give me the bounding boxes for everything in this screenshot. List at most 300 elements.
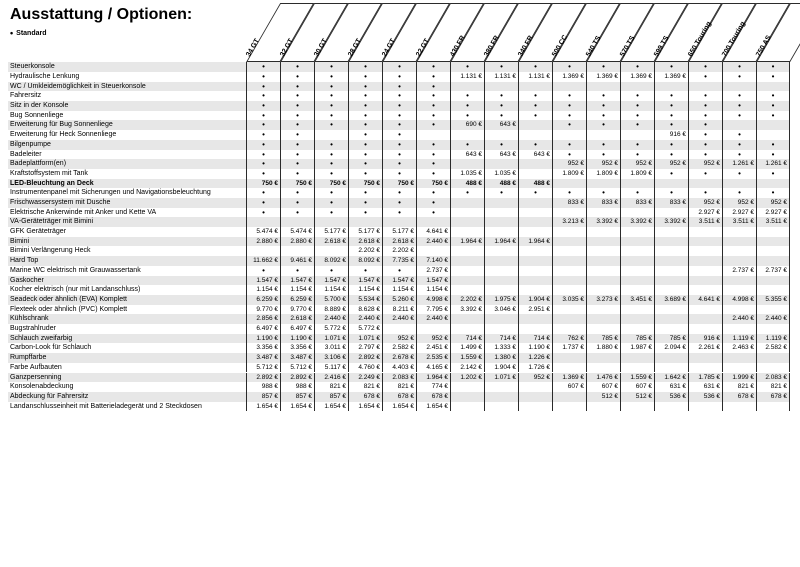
- price-cell: 9.770 €: [246, 305, 280, 315]
- standard-dot-cell: •: [688, 120, 722, 130]
- standard-dot-cell: •: [348, 208, 382, 218]
- table-row: [8, 140, 790, 150]
- table-row: [8, 62, 790, 72]
- price-cell: 1.964 €: [484, 237, 518, 247]
- price-cell: [518, 314, 552, 324]
- standard-dot-cell: •: [620, 140, 654, 150]
- price-cell: [450, 324, 484, 334]
- table-row: [8, 295, 790, 305]
- price-cell: [552, 208, 586, 218]
- price-cell: [518, 159, 552, 169]
- price-cell: [654, 402, 688, 412]
- price-cell: [518, 198, 552, 208]
- price-cell: 2.416 €: [314, 373, 348, 383]
- table-row: [8, 334, 790, 344]
- price-cell: 785 €: [586, 334, 620, 344]
- price-cell: 1.035 €: [484, 169, 518, 179]
- standard-dot-cell: •: [280, 120, 314, 130]
- price-cell: [450, 392, 484, 402]
- row-label: Kocher elektrisch (nur mit Landanschluss): [10, 286, 141, 294]
- price-cell: 2.440 €: [416, 314, 450, 324]
- price-cell: [620, 305, 654, 315]
- standard-dot-cell: •: [246, 208, 280, 218]
- price-cell: 2.880 €: [280, 237, 314, 247]
- page-title: Ausstattung / Optionen:: [10, 6, 193, 23]
- price-cell: [722, 363, 756, 373]
- standard-dot-cell: •: [382, 82, 416, 92]
- price-cell: 607 €: [620, 382, 654, 392]
- price-cell: [450, 208, 484, 218]
- price-cell: [620, 363, 654, 373]
- row-label: Abdeckung für Fahrersitz: [10, 392, 89, 400]
- price-cell: [450, 314, 484, 324]
- table-row: [8, 256, 790, 266]
- standard-dot-cell: •: [280, 111, 314, 121]
- price-cell: 2.927 €: [688, 208, 722, 218]
- price-cell: 607 €: [552, 382, 586, 392]
- price-cell: 5.474 €: [246, 227, 280, 237]
- price-cell: 1.154 €: [314, 285, 348, 295]
- price-cell: 1.809 €: [620, 169, 654, 179]
- standard-dot-cell: •: [756, 101, 790, 111]
- price-cell: 750 €: [382, 179, 416, 189]
- price-cell: [586, 266, 620, 276]
- row-label: Erweiterung für Bug Sonnenliege: [10, 121, 113, 129]
- table-row: [8, 159, 790, 169]
- price-cell: 1.369 €: [654, 72, 688, 82]
- price-cell: 2.892 €: [280, 373, 314, 383]
- price-cell: 1.131 €: [450, 72, 484, 82]
- price-cell: 2.249 €: [348, 373, 382, 383]
- standard-dot-cell: •: [382, 91, 416, 101]
- price-cell: [688, 363, 722, 373]
- price-cell: [722, 324, 756, 334]
- price-cell: 3.511 €: [756, 217, 790, 227]
- price-cell: [450, 159, 484, 169]
- price-cell: 6.497 €: [280, 324, 314, 334]
- price-cell: [416, 217, 450, 227]
- price-cell: 5.712 €: [280, 363, 314, 373]
- price-cell: [552, 179, 586, 189]
- price-cell: 2.261 €: [688, 343, 722, 353]
- price-cell: [722, 305, 756, 315]
- price-cell: [654, 208, 688, 218]
- column-header: 750 AS: [755, 34, 773, 59]
- standard-dot-cell: •: [280, 188, 314, 198]
- price-cell: 2.094 €: [654, 343, 688, 353]
- price-cell: 4.998 €: [416, 295, 450, 305]
- price-cell: 857 €: [280, 392, 314, 402]
- standard-dot-cell: •: [246, 266, 280, 276]
- price-cell: [518, 266, 552, 276]
- price-cell: 512 €: [620, 392, 654, 402]
- table-row: [8, 82, 790, 92]
- row-label: Farbe Aufbauten: [10, 363, 62, 371]
- standard-dot-cell: •: [314, 169, 348, 179]
- row-label: Ganzpersenning: [10, 373, 62, 381]
- price-cell: 7.735 €: [382, 256, 416, 266]
- column-header: 599 TS: [653, 35, 671, 59]
- standard-dot-cell: •: [586, 120, 620, 130]
- price-cell: 821 €: [756, 382, 790, 392]
- price-cell: [688, 266, 722, 276]
- price-cell: 2.797 €: [348, 343, 382, 353]
- price-cell: 2.440 €: [722, 314, 756, 324]
- standard-dot-cell: •: [348, 266, 382, 276]
- row-label: VA-Geräteträger mit Bimini: [10, 218, 94, 226]
- price-cell: 988 €: [280, 382, 314, 392]
- row-label: Schlauch zweifarbig: [10, 334, 73, 342]
- price-cell: 2.856 €: [246, 314, 280, 324]
- standard-dot-cell: •: [382, 130, 416, 140]
- row-label: Kraftstoffsystem mit Tank: [10, 169, 88, 177]
- standard-dot-cell: •: [246, 169, 280, 179]
- price-cell: 5.772 €: [314, 324, 348, 334]
- row-label: Bimini Verlängerung Heck: [10, 247, 91, 255]
- standard-dot-cell: •: [518, 101, 552, 111]
- table-row: [8, 188, 790, 198]
- price-cell: 2.440 €: [348, 314, 382, 324]
- table-row: [8, 120, 790, 130]
- price-cell: 2.618 €: [314, 237, 348, 247]
- price-cell: 821 €: [348, 382, 382, 392]
- standard-dot-cell: •: [382, 198, 416, 208]
- price-cell: [484, 227, 518, 237]
- table-row: [8, 101, 790, 111]
- price-cell: 1.476 €: [586, 373, 620, 383]
- price-cell: 4.998 €: [722, 295, 756, 305]
- row-label: GFK Geräteträger: [10, 228, 67, 236]
- price-cell: [586, 285, 620, 295]
- price-cell: 714 €: [518, 334, 552, 344]
- standard-dot-cell: •: [688, 150, 722, 160]
- price-cell: [722, 402, 756, 412]
- price-cell: 1.369 €: [620, 72, 654, 82]
- price-cell: 488 €: [518, 179, 552, 189]
- price-cell: 1.999 €: [722, 373, 756, 383]
- standard-dot-cell: •: [518, 62, 552, 72]
- price-cell: [688, 305, 722, 315]
- price-cell: 2.535 €: [416, 353, 450, 363]
- standard-dot-cell: •: [654, 169, 688, 179]
- price-cell: [518, 217, 552, 227]
- standard-dot-cell: •: [756, 150, 790, 160]
- standard-dot-cell: •: [246, 188, 280, 198]
- price-cell: 714 €: [484, 334, 518, 344]
- row-label: Seadeck oder ähnlich (EVA) Komplett: [10, 295, 127, 303]
- price-cell: [654, 305, 688, 315]
- price-cell: 4.641 €: [416, 227, 450, 237]
- standard-dot-cell: •: [246, 140, 280, 150]
- standard-dot-cell: •: [314, 266, 348, 276]
- price-cell: 678 €: [348, 392, 382, 402]
- price-cell: 4.165 €: [416, 363, 450, 373]
- standard-dot-cell: •: [450, 140, 484, 150]
- price-cell: 2.440 €: [416, 237, 450, 247]
- price-cell: 488 €: [450, 179, 484, 189]
- price-cell: 9.770 €: [280, 305, 314, 315]
- price-cell: [586, 353, 620, 363]
- price-cell: 1.785 €: [688, 373, 722, 383]
- standard-dot-cell: •: [382, 188, 416, 198]
- price-cell: 11.662 €: [246, 256, 280, 266]
- table-row: [8, 237, 790, 247]
- price-cell: 833 €: [654, 198, 688, 208]
- table-row: [8, 276, 790, 286]
- column-header: 700 Touring: [721, 20, 747, 59]
- standard-dot-cell: •: [586, 101, 620, 111]
- standard-dot-cell: •: [416, 159, 450, 169]
- price-cell: [654, 227, 688, 237]
- standard-dot-cell: •: [756, 62, 790, 72]
- price-cell: 1.154 €: [382, 285, 416, 295]
- price-cell: 2.618 €: [280, 314, 314, 324]
- price-cell: 1.987 €: [620, 343, 654, 353]
- price-cell: [756, 130, 790, 140]
- standard-dot-cell: •: [348, 159, 382, 169]
- price-cell: 3.487 €: [246, 353, 280, 363]
- standard-dot-cell: •: [314, 82, 348, 92]
- standard-dot-cell: •: [722, 101, 756, 111]
- price-cell: [620, 285, 654, 295]
- row-label: Kühlschrank: [10, 315, 49, 323]
- price-cell: 2.582 €: [756, 343, 790, 353]
- price-cell: 750 €: [314, 179, 348, 189]
- standard-dot-cell: •: [280, 208, 314, 218]
- price-cell: [654, 246, 688, 256]
- price-cell: 643 €: [450, 150, 484, 160]
- row-label: Erweiterung für Heck Sonnenliege: [10, 131, 117, 139]
- price-cell: [484, 285, 518, 295]
- standard-dot-cell: •: [348, 82, 382, 92]
- price-cell: [484, 217, 518, 227]
- price-cell: 2.678 €: [382, 353, 416, 363]
- standard-dot-cell: •: [246, 111, 280, 121]
- price-cell: 762 €: [552, 334, 586, 344]
- price-cell: 2.202 €: [450, 295, 484, 305]
- price-cell: 952 €: [620, 159, 654, 169]
- price-cell: [450, 227, 484, 237]
- standard-dot-cell: •: [382, 72, 416, 82]
- standard-dot-cell: •: [654, 188, 688, 198]
- standard-dot-cell: •: [416, 198, 450, 208]
- price-cell: [484, 82, 518, 92]
- table-row: [8, 363, 790, 373]
- price-cell: [688, 314, 722, 324]
- price-cell: 3.511 €: [722, 217, 756, 227]
- price-cell: [416, 246, 450, 256]
- price-cell: 2.892 €: [348, 353, 382, 363]
- row-label: Bimini: [10, 237, 30, 245]
- price-cell: [484, 256, 518, 266]
- table-row: [8, 353, 790, 363]
- price-cell: [484, 276, 518, 286]
- price-cell: [586, 130, 620, 140]
- price-cell: 1.035 €: [450, 169, 484, 179]
- price-cell: [654, 353, 688, 363]
- standard-dot-cell: •: [620, 101, 654, 111]
- column-header: 380 FR: [483, 34, 501, 59]
- price-cell: [552, 130, 586, 140]
- price-cell: [552, 314, 586, 324]
- price-cell: [450, 266, 484, 276]
- standard-dot-cell: •: [756, 91, 790, 101]
- price-cell: 3.035 €: [552, 295, 586, 305]
- price-cell: 821 €: [382, 382, 416, 392]
- column-header: 32 GT: [279, 37, 295, 59]
- price-cell: [450, 382, 484, 392]
- price-cell: 2.892 €: [246, 373, 280, 383]
- standard-dot-cell: •: [246, 198, 280, 208]
- price-cell: [518, 324, 552, 334]
- standard-dot-cell: •: [450, 62, 484, 72]
- price-cell: 1.654 €: [416, 402, 450, 412]
- price-cell: 1.654 €: [382, 402, 416, 412]
- row-label: Hydraulische Lenkung: [10, 72, 80, 80]
- price-cell: [722, 227, 756, 237]
- standard-dot-cell: •: [722, 150, 756, 160]
- standard-dot-cell: •: [280, 62, 314, 72]
- price-cell: 785 €: [654, 334, 688, 344]
- price-cell: [688, 402, 722, 412]
- standard-dot-cell: •: [756, 140, 790, 150]
- price-cell: 5.177 €: [348, 227, 382, 237]
- price-cell: [484, 198, 518, 208]
- price-cell: [382, 217, 416, 227]
- standard-dot-cell: •: [654, 120, 688, 130]
- price-cell: [518, 256, 552, 266]
- standard-dot-cell: •: [280, 101, 314, 111]
- standard-dot-cell: •: [620, 62, 654, 72]
- price-cell: 1.809 €: [552, 169, 586, 179]
- standard-dot-cell: •: [246, 159, 280, 169]
- price-cell: 8.092 €: [348, 256, 382, 266]
- standard-dot-cell: •: [654, 91, 688, 101]
- price-cell: 5.355 €: [756, 295, 790, 305]
- standard-dot-cell: •: [552, 188, 586, 198]
- row-label: Rumpffarbe: [10, 354, 47, 362]
- price-cell: 1.964 €: [416, 373, 450, 383]
- price-cell: [722, 276, 756, 286]
- price-cell: 1.559 €: [620, 373, 654, 383]
- price-cell: 1.642 €: [654, 373, 688, 383]
- column-header: 650 Touring: [687, 20, 713, 59]
- price-cell: [654, 363, 688, 373]
- price-cell: [484, 159, 518, 169]
- standard-dot-cell: •: [280, 266, 314, 276]
- price-cell: 1.369 €: [586, 72, 620, 82]
- standard-dot-cell: •: [246, 82, 280, 92]
- standard-dot-cell: •: [348, 140, 382, 150]
- price-cell: 916 €: [688, 334, 722, 344]
- table-row: [8, 111, 790, 121]
- standard-dot-cell: •: [348, 169, 382, 179]
- price-cell: [484, 130, 518, 140]
- standard-dot-cell: •: [348, 150, 382, 160]
- price-cell: 952 €: [756, 198, 790, 208]
- price-cell: 2.880 €: [246, 237, 280, 247]
- row-label: Badeplattform(en): [10, 160, 67, 168]
- row-label: Badeleiter: [10, 150, 42, 158]
- price-cell: 952 €: [416, 334, 450, 344]
- standard-dot-cell: •: [756, 169, 790, 179]
- row-label: Marine WC elektrisch mit Grauwassertank: [10, 266, 141, 274]
- price-cell: [688, 227, 722, 237]
- standard-dot-cell: •: [314, 188, 348, 198]
- standard-dot-cell: •: [688, 91, 722, 101]
- price-cell: [518, 120, 552, 130]
- price-cell: 1.119 €: [722, 334, 756, 344]
- price-cell: [586, 208, 620, 218]
- price-cell: 5.772 €: [348, 324, 382, 334]
- price-cell: 821 €: [314, 382, 348, 392]
- price-cell: [552, 227, 586, 237]
- price-cell: 1.654 €: [280, 402, 314, 412]
- column-header: 34 GT: [245, 37, 261, 59]
- standard-dot-cell: •: [722, 140, 756, 150]
- price-cell: 1.071 €: [314, 334, 348, 344]
- standard-dot-cell: •: [348, 62, 382, 72]
- price-cell: 1.547 €: [280, 276, 314, 286]
- standard-dot-cell: •: [382, 62, 416, 72]
- standard-dot-cell: •: [416, 188, 450, 198]
- standard-dot-cell: •: [382, 111, 416, 121]
- row-label: Gaskocher: [10, 276, 44, 284]
- standard-dot-cell: •: [314, 150, 348, 160]
- standard-dot-cell: •: [722, 169, 756, 179]
- price-cell: 2.451 €: [416, 343, 450, 353]
- price-cell: [586, 179, 620, 189]
- price-cell: [654, 256, 688, 266]
- standard-dot-cell: •: [756, 188, 790, 198]
- standard-dot-cell: •: [620, 120, 654, 130]
- price-cell: 1.190 €: [280, 334, 314, 344]
- standard-dot-cell: •: [518, 188, 552, 198]
- price-cell: 8.889 €: [314, 305, 348, 315]
- price-cell: 2.951 €: [518, 305, 552, 315]
- price-cell: 952 €: [518, 373, 552, 383]
- row-label: Landanschlusseinheit mit Batterieladegerät und 2 Steckdosen: [10, 402, 202, 410]
- price-cell: [484, 382, 518, 392]
- price-cell: [620, 82, 654, 92]
- price-cell: 2.618 €: [382, 237, 416, 247]
- standard-dot-cell: •: [756, 111, 790, 121]
- price-cell: [484, 402, 518, 412]
- price-cell: [450, 82, 484, 92]
- price-cell: 2.927 €: [756, 208, 790, 218]
- price-cell: 3.392 €: [654, 217, 688, 227]
- legend-label: Standard: [16, 30, 47, 37]
- price-cell: 678 €: [416, 392, 450, 402]
- standard-dot-cell: •: [518, 111, 552, 121]
- standard-dot-cell: •: [382, 101, 416, 111]
- price-cell: 1.154 €: [246, 285, 280, 295]
- table-row: [8, 402, 790, 412]
- price-cell: [484, 266, 518, 276]
- price-cell: [620, 227, 654, 237]
- standard-dot-cell: •: [722, 62, 756, 72]
- standard-dot-cell: •: [416, 150, 450, 160]
- price-cell: [518, 169, 552, 179]
- standard-dot-cell: •: [348, 188, 382, 198]
- table-row: [8, 382, 790, 392]
- standard-dot-cell: •: [586, 91, 620, 101]
- standard-dot-cell: •: [620, 188, 654, 198]
- standard-dot-cell: •: [280, 72, 314, 82]
- price-cell: 1.964 €: [450, 237, 484, 247]
- standard-dot-cell: •: [382, 150, 416, 160]
- price-cell: 785 €: [620, 334, 654, 344]
